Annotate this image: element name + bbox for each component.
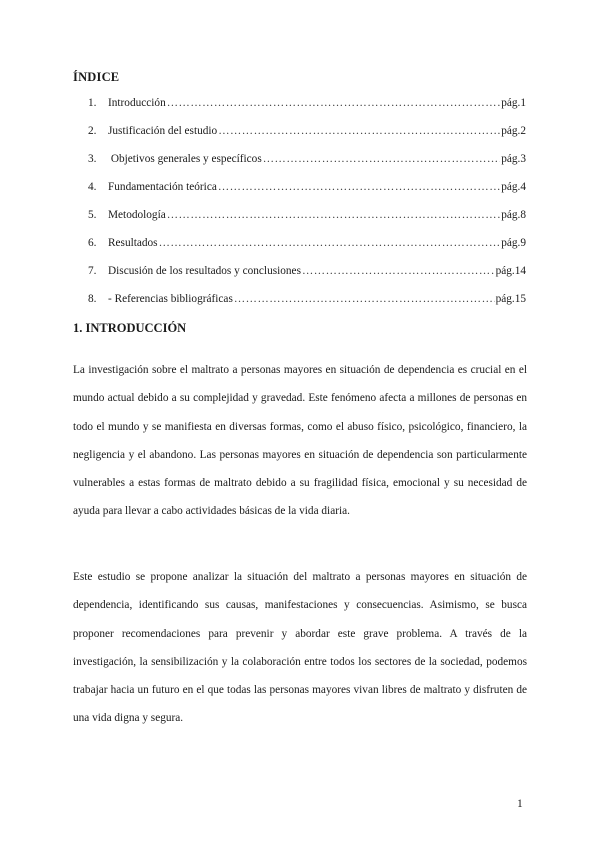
- toc-item-page: pág.15: [495, 293, 526, 305]
- page-number: 1: [517, 798, 523, 810]
- toc-item-title: Objetivos generales y específicos: [108, 153, 262, 165]
- toc-item-page: pág.1: [501, 97, 526, 109]
- toc-item-objetivos[interactable]: [88, 153, 526, 181]
- toc-item-referencias[interactable]: [88, 293, 526, 321]
- toc-leader-dots: [218, 181, 500, 193]
- toc-leader-dots: [167, 97, 500, 109]
- toc-item-discusion[interactable]: [88, 265, 526, 293]
- toc-item-title: Fundamentación teórica: [108, 181, 217, 193]
- toc-item-title: Discusión de los resultados y conclusiones: [108, 265, 301, 277]
- toc-item-page: pág.2: [501, 125, 526, 137]
- toc-item-number: 6.: [88, 237, 97, 249]
- toc-leader-dots: [218, 125, 500, 137]
- toc-item-page: pág.3: [501, 153, 526, 165]
- toc-item-number: 5.: [88, 209, 97, 221]
- toc-leader-dots: [159, 237, 501, 249]
- toc-item-number: 4.: [88, 181, 97, 193]
- section-heading: 1. INTRODUCCIÓN: [73, 321, 187, 335]
- toc-leader-dots: [167, 209, 500, 221]
- toc-item-number: 1.: [88, 97, 97, 109]
- toc-leader-dots: [302, 265, 495, 277]
- toc-item-title: Introducción: [108, 97, 166, 109]
- toc-item-fundamentacion[interactable]: [88, 181, 526, 209]
- toc-item-title: - Referencias bibliográficas: [108, 293, 233, 305]
- toc-item-page: pág.8: [501, 209, 526, 221]
- toc-item-resultados[interactable]: [88, 237, 526, 265]
- body-paragraph: La investigación sobre el maltrato a personas mayores en situación de dependencia es crucial en el mundo actual debido a su complejidad y gravedad. Este fenómeno afecta a millones de personas en todo el mundo y se manifiesta en diversas formas, como el abuso físico, psicológico, financiero, la negligencia y el abandono. Las personas mayores en situación de dependencia son particularmente vulnerables a estas formas de maltrato debido a su fragilidad física, emocional y su necesidad de ayuda para llevar a cabo actividades básicas de la vida diaria.: [73, 364, 527, 518]
- toc-item-metodologia[interactable]: [88, 209, 526, 237]
- body-paragraph: Este estudio se propone analizar la situación del maltrato a personas mayores en situación de dependencia, identificando sus causas, manifestaciones y consecuencias. Asimismo, se busca proponer recomendaciones para prevenir y abordar este grave problema. A través de la investigación, la sensibilización y la colaboración entre todos los sectores de la sociedad, podemos trabajar hacia un futuro en el que todas las personas mayores vivan libres de maltrato y disfruten de una vida digna y segura.: [73, 571, 527, 725]
- toc-item-number: 7.: [88, 265, 97, 277]
- toc-item-page: pág.4: [501, 181, 526, 193]
- toc-item-title: Resultados: [108, 237, 158, 249]
- toc-item-number: 2.: [88, 125, 97, 137]
- toc-item-page: pág.9: [501, 237, 526, 249]
- toc-item-title: Justificación del estudio: [108, 125, 218, 137]
- toc-leader-dots: [234, 293, 495, 305]
- toc-item-introduccion[interactable]: [88, 97, 526, 125]
- toc-item-number: 3.: [88, 153, 97, 165]
- toc-item-number: 8.: [88, 293, 97, 305]
- toc-item-page: pág.14: [495, 265, 526, 277]
- toc-item-justificacion[interactable]: [88, 125, 526, 153]
- toc-leader-dots: [263, 153, 500, 165]
- toc-item-title: Metodología: [108, 209, 166, 221]
- table-of-contents: [88, 97, 526, 321]
- index-heading: ÍNDICE: [73, 70, 120, 84]
